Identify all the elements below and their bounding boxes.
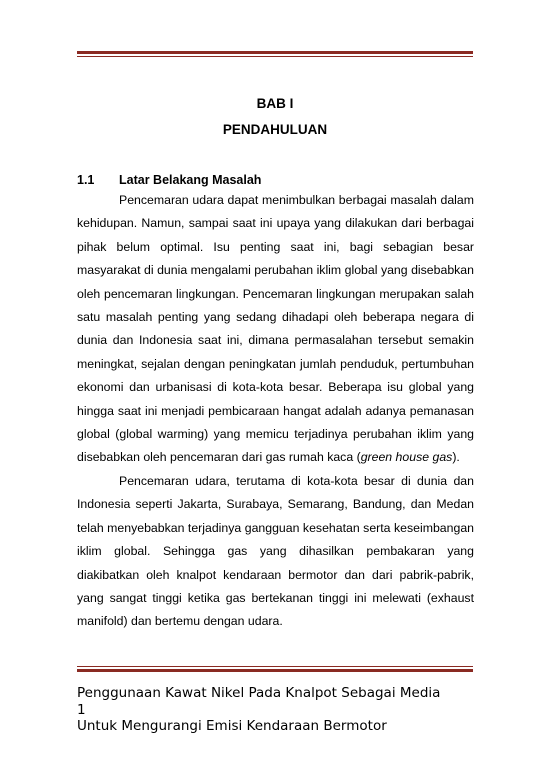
page-number: 1 [77, 701, 86, 718]
body-text [77, 189, 474, 634]
header-rule-thick [77, 51, 473, 54]
footer-rule-thin [77, 666, 473, 667]
footer-rule-thick [77, 669, 473, 672]
header-rule-thin [77, 56, 473, 57]
paragraph-1-end: ). [452, 450, 460, 465]
footer-title-line-2: Untuk Mengurangi Emisi Kendaraan Bermotor [77, 718, 387, 734]
section-title: Latar Belakang Masalah [119, 173, 262, 187]
footer-title-line-1: Penggunaan Kawat Nikel Pada Knalpot Sebagai Media [77, 685, 441, 701]
chapter-number: BAB I [256, 96, 294, 111]
paragraph-1 [77, 189, 474, 470]
paragraph-1-text: Pencemaran udara dapat menimbulkan berbagai masalah dalam kehidupan. Namun, sampai saat ini upaya yang dilakukan dari berbagai pihak belum optimal. Isu penting saat ini, bagi sebagian besar masyarakat di dunia mengalami perubahan iklim global yang disebabkan oleh pencemaran lingkungan. Pencemaran lingkungan merupakan salah satu masalah penting yang sedang dihadapi oleh beberapa negara di dunia dan Indonesia saat ini, dimana permasalahan tersebut semakin meningkat, sejalan dengan peningkatan jumlah penduduk, pertumbuhan ekonomi dan urbanisasi di kota-kota besar. Beberapa isu global yang hingga saat ini menjadi pembicaraan hangat adalah adanya pemanasan global (global warming) yang memicu terjadinya perubahan iklim yang disebabkan oleh pencemaran dari gas rumah kaca ( [77, 193, 474, 465]
section-heading [77, 173, 473, 187]
paragraph-2: Pencemaran udara, terutama di kota-kota besar di dunia dan Indonesia seperti Jakarta, Surabaya, Semarang, Bandung, dan Medan telah menyebabkan terjadinya gangguan kesehatan serta keseimbangan iklim global. Sehingga gas yang dihasilkan pembakaran yang diakibatkan oleh knalpot kendaraan bermotor dan dari pabrik-pabrik, yang sangat tinggi ketika gas bertekanan tinggi ini melewati (exhaust manifold) dan bertemu dengan udara. [77, 473, 474, 629]
paragraph-1-italic-term: green house gas [360, 450, 453, 465]
page-footer [77, 685, 487, 735]
chapter-title: PENDAHULUAN [222, 122, 328, 137]
section-number: 1.1 [77, 173, 95, 187]
